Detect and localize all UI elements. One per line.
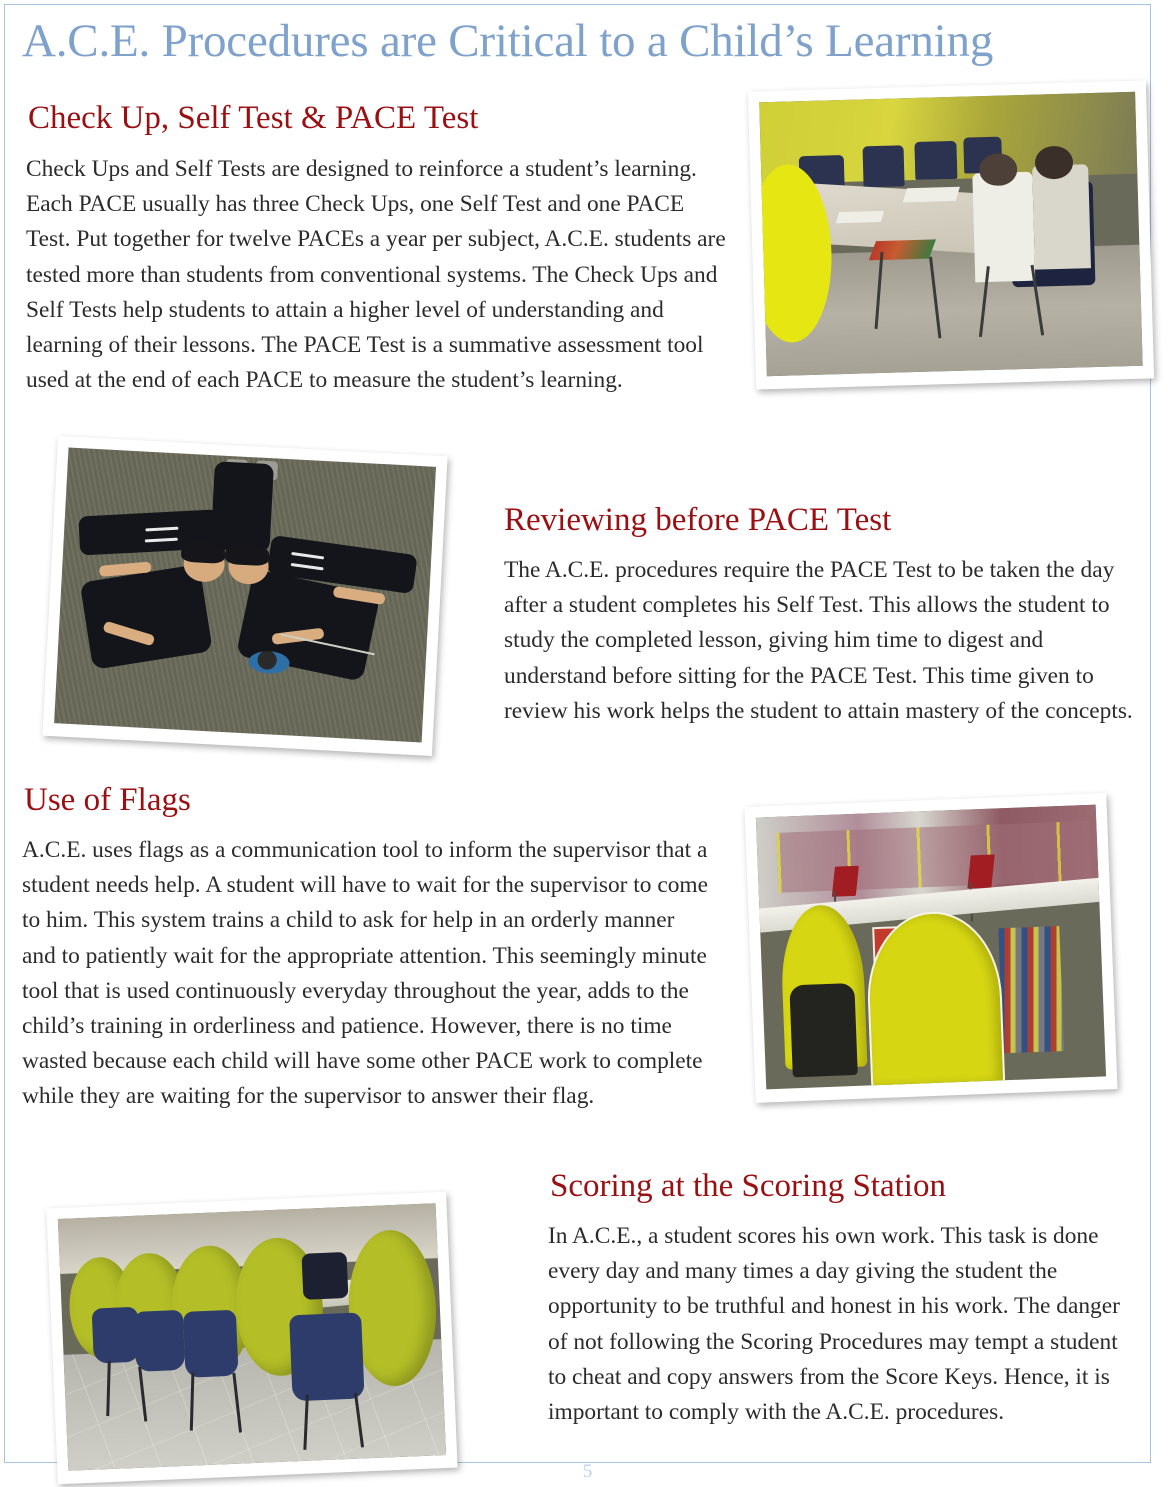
section-heading-use-of-flags: Use of Flags	[24, 782, 191, 818]
section-heading-reviewing-before-pace-test: Reviewing before PACE Test	[504, 502, 892, 538]
raised-flags-image	[756, 805, 1106, 1090]
scoring-station-photo	[46, 1192, 457, 1485]
students-on-grass-photo	[42, 436, 447, 756]
page-title: A.C.E. Procedures are Critical to a Child’s Learning	[22, 15, 994, 67]
section-body-scoring-at-the-scoring-station: In A.C.E., a student scores his own work. This task is done every day and many times a day giving the student the opportunity to be truthful and honest in his work. The danger of not following the Scoring Procedures may tempt a student to cheat and copy answers from the Score Keys. Hence, it is important to comply with the A.C.E. procedures.	[548, 1223, 1120, 1426]
section-body-reviewing-before-pace-test: The A.C.E. procedures require the PACE Test to be taken the day after a student completes his Self Test. This allows the student to study the completed lesson, giving him time to digest and understand before sitting for the PACE Test. This time given to review his work helps the student to attain mastery of the concepts.	[504, 557, 1133, 724]
classroom-desks-image	[759, 92, 1143, 376]
page-number: 5	[582, 1461, 593, 1482]
section-heading-scoring-at-the-scoring-station: Scoring at the Scoring Station	[550, 1168, 946, 1204]
classroom-desks-photo	[748, 81, 1154, 390]
section-heading-check-up-self-test-pace-test: Check Up, Self Test & PACE Test	[28, 100, 479, 136]
section-body-check-up-self-test-pace-test: Check Ups and Self Tests are designed to reinforce a student’s learning. Each PACE usually has three Check Ups, one Self Test and one PACE Test. Put together for twelve PACEs a year per subject, A.C.E. students are tested more than students from conventional systems. The Check Ups and Self Tests help students to attain a higher level of understanding and learning of their lessons. The PACE Test is a summative assessment tool used at the end of each PACE to measure the student’s learning.	[26, 156, 726, 394]
scoring-station-image	[58, 1203, 446, 1471]
section-body-use-of-flags: A.C.E. uses flags as a communication tool to inform the supervisor that a student needs help. A student will have to wait for the supervisor to come to him. This system trains a child to ask for help in an orderly manner and to patiently wait for the appropriate attention. This seemingly minute tool that is used continuously everyday throughout the year, adds to the child’s training in orderliness and patience. However, there is no time wasted because each child will have some other PACE work to complete while they are waiting for the supervisor to answer their flag.	[22, 837, 708, 1110]
students-on-grass-image	[54, 448, 436, 743]
raised-flags-photo	[744, 793, 1117, 1103]
